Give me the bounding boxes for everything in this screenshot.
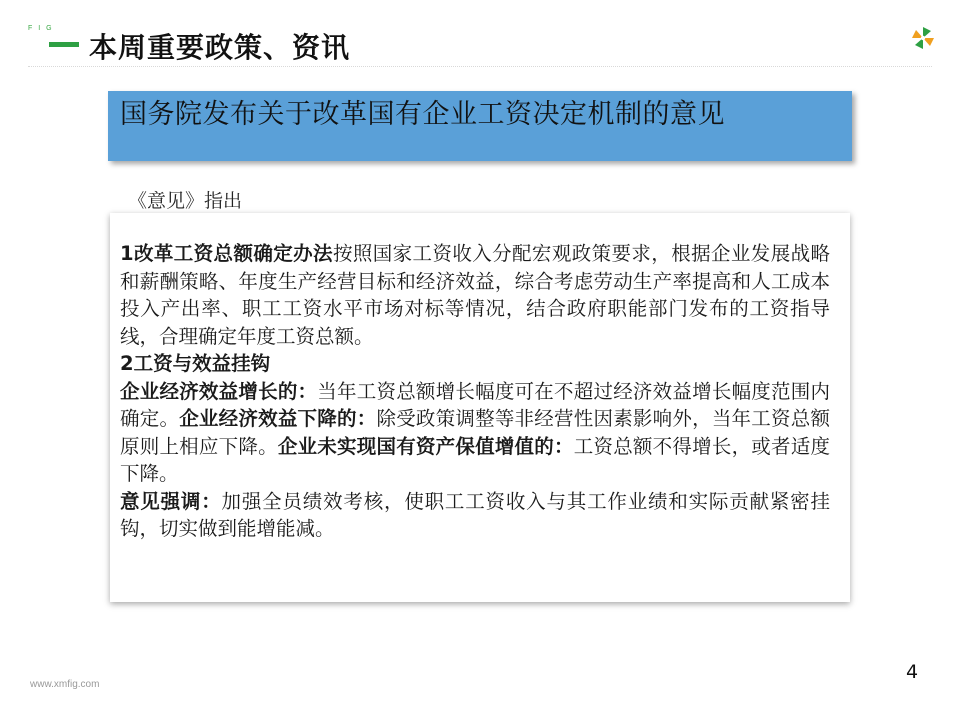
paragraph-emphasis	[120, 488, 830, 543]
page-number: 4	[906, 661, 919, 683]
paragraph-benefit-rules	[120, 378, 830, 488]
page-title: 本周重要政策、资讯	[89, 31, 351, 64]
emphasis-label: 意见强调：	[120, 489, 222, 513]
banner-title: 国务院发布关于改革国有企业工资决定机制的意见	[120, 99, 725, 130]
content-card	[110, 213, 850, 602]
asset-value-text: 工资总额不得增长，或者适度下降。	[120, 434, 830, 485]
wage-method-text: 按照国家工资收入分配宏观政策要求，根据企业发展战略和薪酬策略、年度生产经营目标和经济效益，综合考虑劳动生产率提高和人工成本投入产出率、职工工资水平市场对标等情况，结合政府职能部门发布的工资指导线，合理确定年度工资总额。	[120, 242, 830, 348]
paragraph-wage-method	[120, 240, 830, 350]
intro-text: 《意见》指出	[128, 190, 243, 212]
benefit-decline-text: 除受政策调整等非经营性因素影响外，当年工资总额原则上相应下降。	[120, 407, 830, 458]
headline-banner	[108, 91, 852, 161]
benefit-decline-label: 企业经济效益下降的：	[179, 407, 377, 430]
wage-method-heading: 1改革工资总额确定办法	[120, 242, 333, 265]
benefit-growth-label: 企业经济效益增长的：	[120, 379, 318, 403]
header-divider	[28, 66, 932, 67]
footer-url: www.xmfig.com	[30, 679, 100, 690]
link-heading: 2工资与效益挂钩	[120, 352, 271, 375]
benefit-growth-text: 当年工资总额增长幅度可在不超过经济效益增长幅度范围内确定。	[120, 379, 830, 430]
fig-logo-icon	[911, 26, 935, 50]
paragraph-link-heading	[120, 350, 830, 378]
asset-value-label: 企业未实现国有资产保值增值的：	[277, 434, 574, 458]
brand-small-text: F I G	[28, 25, 54, 32]
title-accent-bar	[49, 42, 79, 47]
emphasis-text: 加强全员绩效考核，使职工工资收入与其工作业绩和实际贡献紧密挂钩，切实做到能增能减。	[120, 489, 830, 540]
